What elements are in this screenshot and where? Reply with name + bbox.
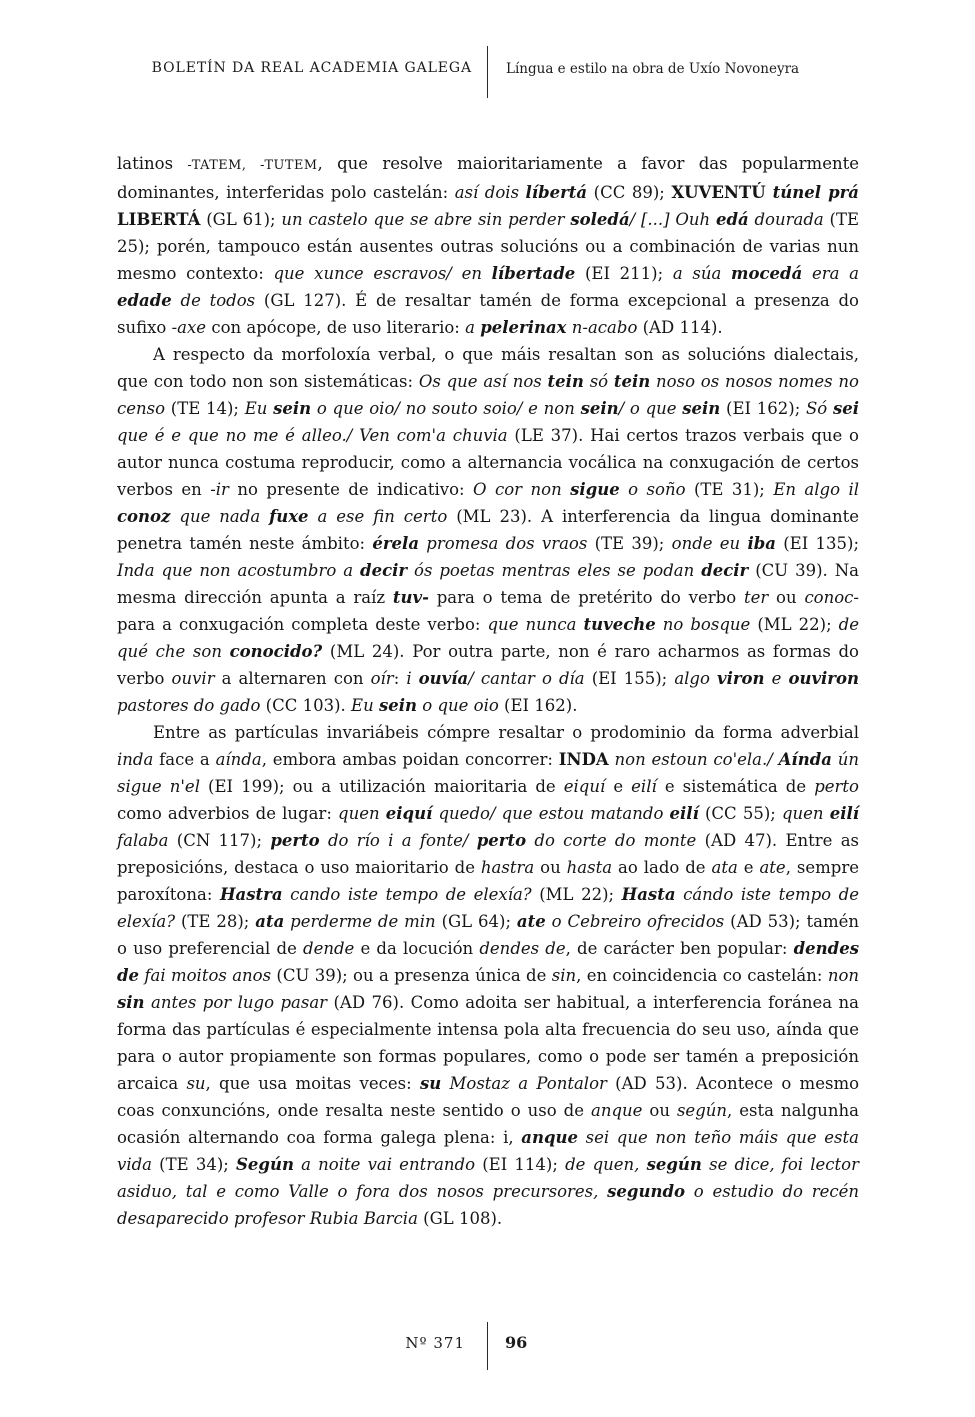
text-segment: eilí — [669, 804, 699, 823]
text-segment: e da locución — [354, 939, 480, 958]
text-segment: según — [646, 1155, 702, 1174]
text-segment: perderme de min — [284, 912, 436, 931]
text-segment: só — [583, 372, 614, 391]
text-segment: (ML 23). A interferencia da lingua dominante penetra tamén neste ámbito: — [117, 507, 859, 553]
text-segment: / cantar o día — [468, 669, 585, 688]
text-segment: e — [764, 669, 789, 688]
text-segment: (TE 14); — [165, 399, 245, 418]
text-segment: a — [465, 318, 481, 337]
text-segment: no presente de indicativo: — [228, 480, 474, 499]
text-segment: a ese fin certo — [308, 507, 448, 526]
text-segment: (EI 135); — [775, 534, 859, 553]
text-segment: (CC 55); — [698, 804, 782, 823]
text-segment: promesa dos vraos — [419, 534, 588, 553]
text-segment: (AD 53). Acontece o mesmo coas conxuncións, onde resalta neste sentido o uso de — [117, 1074, 860, 1120]
text-segment: non — [827, 966, 859, 985]
text-segment: o que oio/ no souto soio/ e non — [311, 399, 581, 418]
text-segment: (EI 199); ou a utilización maioritaria de — [199, 777, 564, 796]
text-segment: o estudio do recén desaparecido profesor Rubia Barcia — [117, 1182, 859, 1228]
text-segment: Aínda — [778, 750, 832, 769]
journal-title: BOLETÍN DA REAL ACADEMIA GALEGA — [151, 60, 472, 76]
text-segment: mocedá — [731, 264, 803, 283]
text-segment: que xunce escravos/ en — [273, 264, 492, 283]
text-segment: (ML 24). Por outra parte, non é raro acharmos as formas do verbo — [117, 642, 859, 688]
text-segment: Inda que non acostumbro a — [117, 561, 361, 580]
text-segment: e — [737, 858, 760, 877]
text-segment: edá — [715, 210, 749, 229]
text-segment: sei que non teño máis que esta vida — [117, 1128, 859, 1174]
issue-number: Nº 371 — [405, 1334, 465, 1352]
text-segment: (CN 117); — [168, 831, 271, 850]
text-segment: (TE 34); — [152, 1155, 237, 1174]
text-segment: XUVENTÚ — [671, 183, 766, 202]
text-segment: viron — [716, 669, 765, 688]
text-segment: hasta — [566, 858, 613, 877]
text-segment: e sistemática de — [656, 777, 815, 796]
paragraph-3 — [117, 719, 859, 1232]
text-segment: cando iste tempo de elexía? — [282, 885, 532, 904]
text-segment: (ML 22); — [531, 885, 622, 904]
text-segment: a alternaren con — [214, 669, 371, 688]
text-segment: o Cebreiro ofrecidos — [545, 912, 725, 931]
text-segment: de quen, — [565, 1155, 647, 1174]
text-segment: de todos — [171, 291, 256, 310]
text-segment: dendes de — [117, 939, 859, 985]
text-segment: tuveche — [583, 615, 656, 634]
text-segment: ou — [534, 858, 567, 877]
text-segment: anque — [521, 1128, 578, 1147]
text-segment: eilí — [829, 804, 860, 823]
text-segment: (CU 39). Na mesma dirección apunta a raíz — [117, 561, 860, 607]
text-segment: , que usa moitas veces: — [205, 1074, 420, 1093]
text-segment: conocido? — [229, 642, 323, 661]
text-segment: n-acabo — [566, 318, 638, 337]
text-segment: perto — [270, 831, 320, 850]
text-segment: O cor non — [473, 480, 571, 499]
text-segment: su — [419, 1074, 442, 1093]
text-segment: iba — [747, 534, 776, 553]
text-segment: sin — [117, 993, 145, 1012]
text-segment: para a conxugación completa deste verbo: — [117, 615, 488, 634]
text-segment: (CC 103). — [260, 696, 352, 715]
text-segment: algo — [674, 669, 717, 688]
text-segment: quen — [781, 804, 830, 823]
body-text — [117, 150, 859, 1232]
text-segment: así dois — [454, 183, 526, 202]
text-segment: sein — [378, 696, 418, 715]
text-segment: túnel prá — [765, 183, 859, 202]
text-segment: / [...] Ouh — [629, 210, 716, 229]
text-segment: que é e que no me é alleo./ Ven com'a chuvia — [117, 426, 508, 445]
text-segment: ate — [516, 912, 546, 931]
text-segment: eilí — [631, 777, 657, 796]
text-segment: su — [186, 1074, 206, 1093]
text-segment: non estoun co'ela./ — [608, 750, 779, 769]
text-segment: Mostaz a Pontalor — [441, 1074, 607, 1093]
text-segment: de qué che son — [117, 615, 859, 661]
text-segment: tein — [613, 372, 651, 391]
text-segment: como adverbios de lugar: — [117, 804, 339, 823]
text-segment: con apócope, de uso literario: — [206, 318, 466, 337]
text-segment: decir — [701, 561, 749, 580]
text-segment: (LE 37). Hai certos trazos verbais que o autor nunca costuma reproducir, como a alternancia vocálica na conxugación de certos verbos en — [117, 426, 859, 499]
text-segment: Entre as partículas invariábeis cómpre resaltar o prodominio da forma adverbial — [153, 723, 859, 742]
text-segment: , de carácter ben popular: — [565, 939, 794, 958]
text-segment: latinos — [117, 154, 188, 173]
text-segment: pastores do gado — [117, 696, 261, 715]
text-segment: ouvía — [418, 669, 469, 688]
text-segment: ate — [759, 858, 786, 877]
text-segment: dendes de — [479, 939, 566, 958]
text-segment: ou — [642, 1101, 677, 1120]
text-segment: Só — [805, 399, 833, 418]
text-segment: (EI 211); — [575, 264, 673, 283]
text-segment: : — [393, 669, 407, 688]
text-segment: o que oio — [417, 696, 499, 715]
text-segment: sein — [580, 399, 619, 418]
text-segment: do río i a fonte/ — [319, 831, 477, 850]
text-segment: Eu — [351, 696, 379, 715]
text-segment: sin — [551, 966, 577, 985]
text-segment: dourada — [748, 210, 824, 229]
text-segment: tuv- — [392, 588, 429, 607]
text-segment: sigue — [570, 480, 620, 499]
text-segment: (EI 114); — [475, 1155, 566, 1174]
text-segment: quedo/ que estou matando — [432, 804, 670, 823]
text-segment: ós poetas mentras eles se podan — [407, 561, 702, 580]
text-segment: perto — [476, 831, 527, 850]
text-segment: líbertade — [491, 264, 576, 283]
text-segment: líbertá — [525, 183, 588, 202]
text-segment: (EI 162). — [498, 696, 578, 715]
text-segment: ter — [743, 588, 769, 607]
text-segment: eiquí — [563, 777, 606, 796]
text-segment: pelerinax — [480, 318, 567, 337]
text-segment: ata — [255, 912, 285, 931]
text-segment: do corte do monte — [526, 831, 697, 850]
text-segment: (AD 76). Como adoita ser habitual, a interferencia foránea na forma das partículas é especialmente intensa pola alta frecuencia do seu uso, aínda que para o autor propiamente son formas populares, como o pode ser tamén a preposición arcaica — [117, 993, 859, 1093]
text-segment: conoc- — [804, 588, 859, 607]
text-segment: (EI 162); — [720, 399, 806, 418]
text-segment: conoz — [117, 507, 171, 526]
text-segment: que nada — [170, 507, 270, 526]
text-segment: sein — [682, 399, 721, 418]
text-segment: a súa — [672, 264, 732, 283]
text-segment: i — [406, 669, 419, 688]
text-segment: LIBERTÁ — [117, 210, 201, 229]
text-segment: no bosque — [655, 615, 751, 634]
text-segment: face a — [153, 750, 216, 769]
text-segment: , que resolve maioritariamente a favor das popularmente dominantes, interferidas polo castelán: — [117, 154, 859, 202]
text-segment: Según — [236, 1155, 294, 1174]
text-segment: anque — [590, 1101, 643, 1120]
text-segment: INDA — [558, 750, 609, 769]
text-segment: Eu — [244, 399, 274, 418]
text-segment: Os que así nos — [418, 372, 548, 391]
text-segment: un castelo que se abre sin perder — [281, 210, 571, 229]
text-segment: (AD 114). — [637, 318, 723, 337]
paragraph-2 — [117, 341, 859, 719]
text-segment: , sempre paroxítona: — [117, 858, 859, 904]
text-segment: (TE 31); — [685, 480, 774, 499]
text-segment: En algo il — [773, 480, 860, 499]
text-segment: (AD 47). Entre as preposicións, destaca o uso maioritario de — [117, 831, 859, 877]
text-segment: (TE 25); porén, tampouco están ausentes outras solucións ou a combinación de varias nun mesmo contexto: — [117, 210, 860, 283]
text-segment: según — [676, 1101, 728, 1120]
text-segment: oír — [370, 669, 394, 688]
text-segment: onde eu — [671, 534, 748, 553]
text-segment: -axe — [171, 318, 207, 337]
text-segment: e — [605, 777, 632, 796]
header-divider — [487, 46, 488, 98]
text-segment: Hastra — [219, 885, 283, 904]
text-segment: sein — [273, 399, 312, 418]
text-segment: o soño — [619, 480, 686, 499]
text-segment: sei — [832, 399, 860, 418]
article-running-title: Língua e estilo na obra de Uxío Novoneyra — [506, 61, 800, 77]
text-segment: fuxe — [269, 507, 309, 526]
text-segment: eiquí — [385, 804, 433, 823]
text-segment: fai moitos anos — [139, 966, 272, 985]
text-segment: ao lado de — [612, 858, 712, 877]
text-segment: tein — [547, 372, 584, 391]
text-segment: a noite vai entrando — [293, 1155, 476, 1174]
text-segment: ún sigue n'el — [117, 750, 859, 796]
text-segment: (AD 53); tamén o uso preferencial de — [117, 912, 859, 958]
text-segment: (ML 22); — [750, 615, 839, 634]
text-segment: (GL 127). É de resaltar tamén de forma excepcional a presenza do sufixo — [117, 291, 859, 337]
text-segment: , embora ambas poidan concorrer: — [261, 750, 559, 769]
text-segment: (EI 155); — [584, 669, 675, 688]
text-segment: era a — [802, 264, 859, 283]
text-segment: cándo iste tempo de elexía? — [117, 885, 859, 931]
text-segment: ouvir — [171, 669, 215, 688]
text-segment: hastra — [480, 858, 535, 877]
text-segment: (GL 108). — [417, 1209, 503, 1228]
text-segment: (GL 64); — [435, 912, 517, 931]
text-segment: quen — [338, 804, 386, 823]
text-segment: decir — [360, 561, 408, 580]
text-segment: , esta nalgunha ocasión alternando coa forma galega plena: i, — [117, 1101, 859, 1147]
text-segment: A respecto da morfoloxía verbal, o que máis resaltan son as solucións dialectais, que con todo non son sistemáticas: — [117, 345, 859, 391]
text-segment: aínda — [215, 750, 262, 769]
text-segment: se dice, foi lector asiduo, tal e como Valle o fora dos nosos precursores, — [117, 1155, 859, 1201]
paragraph-1 — [117, 150, 859, 341]
text-segment: noso os nosos nomes no censo — [117, 372, 859, 418]
text-segment: érela — [372, 534, 420, 553]
text-segment: -TATEM, -TUTEM — [187, 158, 318, 173]
text-segment: (TE 39); — [587, 534, 672, 553]
page-number: 96 — [505, 1333, 528, 1352]
text-segment: segundo — [607, 1182, 685, 1201]
text-segment: que nunca — [487, 615, 584, 634]
text-segment: edade — [117, 291, 172, 310]
text-segment: (TE 28); — [175, 912, 256, 931]
text-segment: ou — [768, 588, 805, 607]
text-segment: ata — [711, 858, 738, 877]
text-segment: ouviron — [788, 669, 859, 688]
text-segment: inda — [117, 750, 154, 769]
text-segment: (CC 89); — [587, 183, 672, 202]
text-segment: / o que — [618, 399, 683, 418]
text-segment: -ir — [210, 480, 229, 499]
text-segment: para o tema de pretérito do verbo — [428, 588, 744, 607]
text-segment: perto — [814, 777, 859, 796]
text-segment: soledá — [570, 210, 630, 229]
footer-divider — [487, 1322, 488, 1370]
text-segment: (GL 61); — [200, 210, 282, 229]
text-segment: dende — [303, 939, 355, 958]
text-segment: falaba — [117, 831, 169, 850]
text-segment: Hasta — [621, 885, 676, 904]
text-segment: (CU 39); ou a presenza única de — [271, 966, 552, 985]
text-segment: , en coincidencia co castelán: — [576, 966, 828, 985]
text-segment: antes por lugo pasar — [144, 993, 328, 1012]
